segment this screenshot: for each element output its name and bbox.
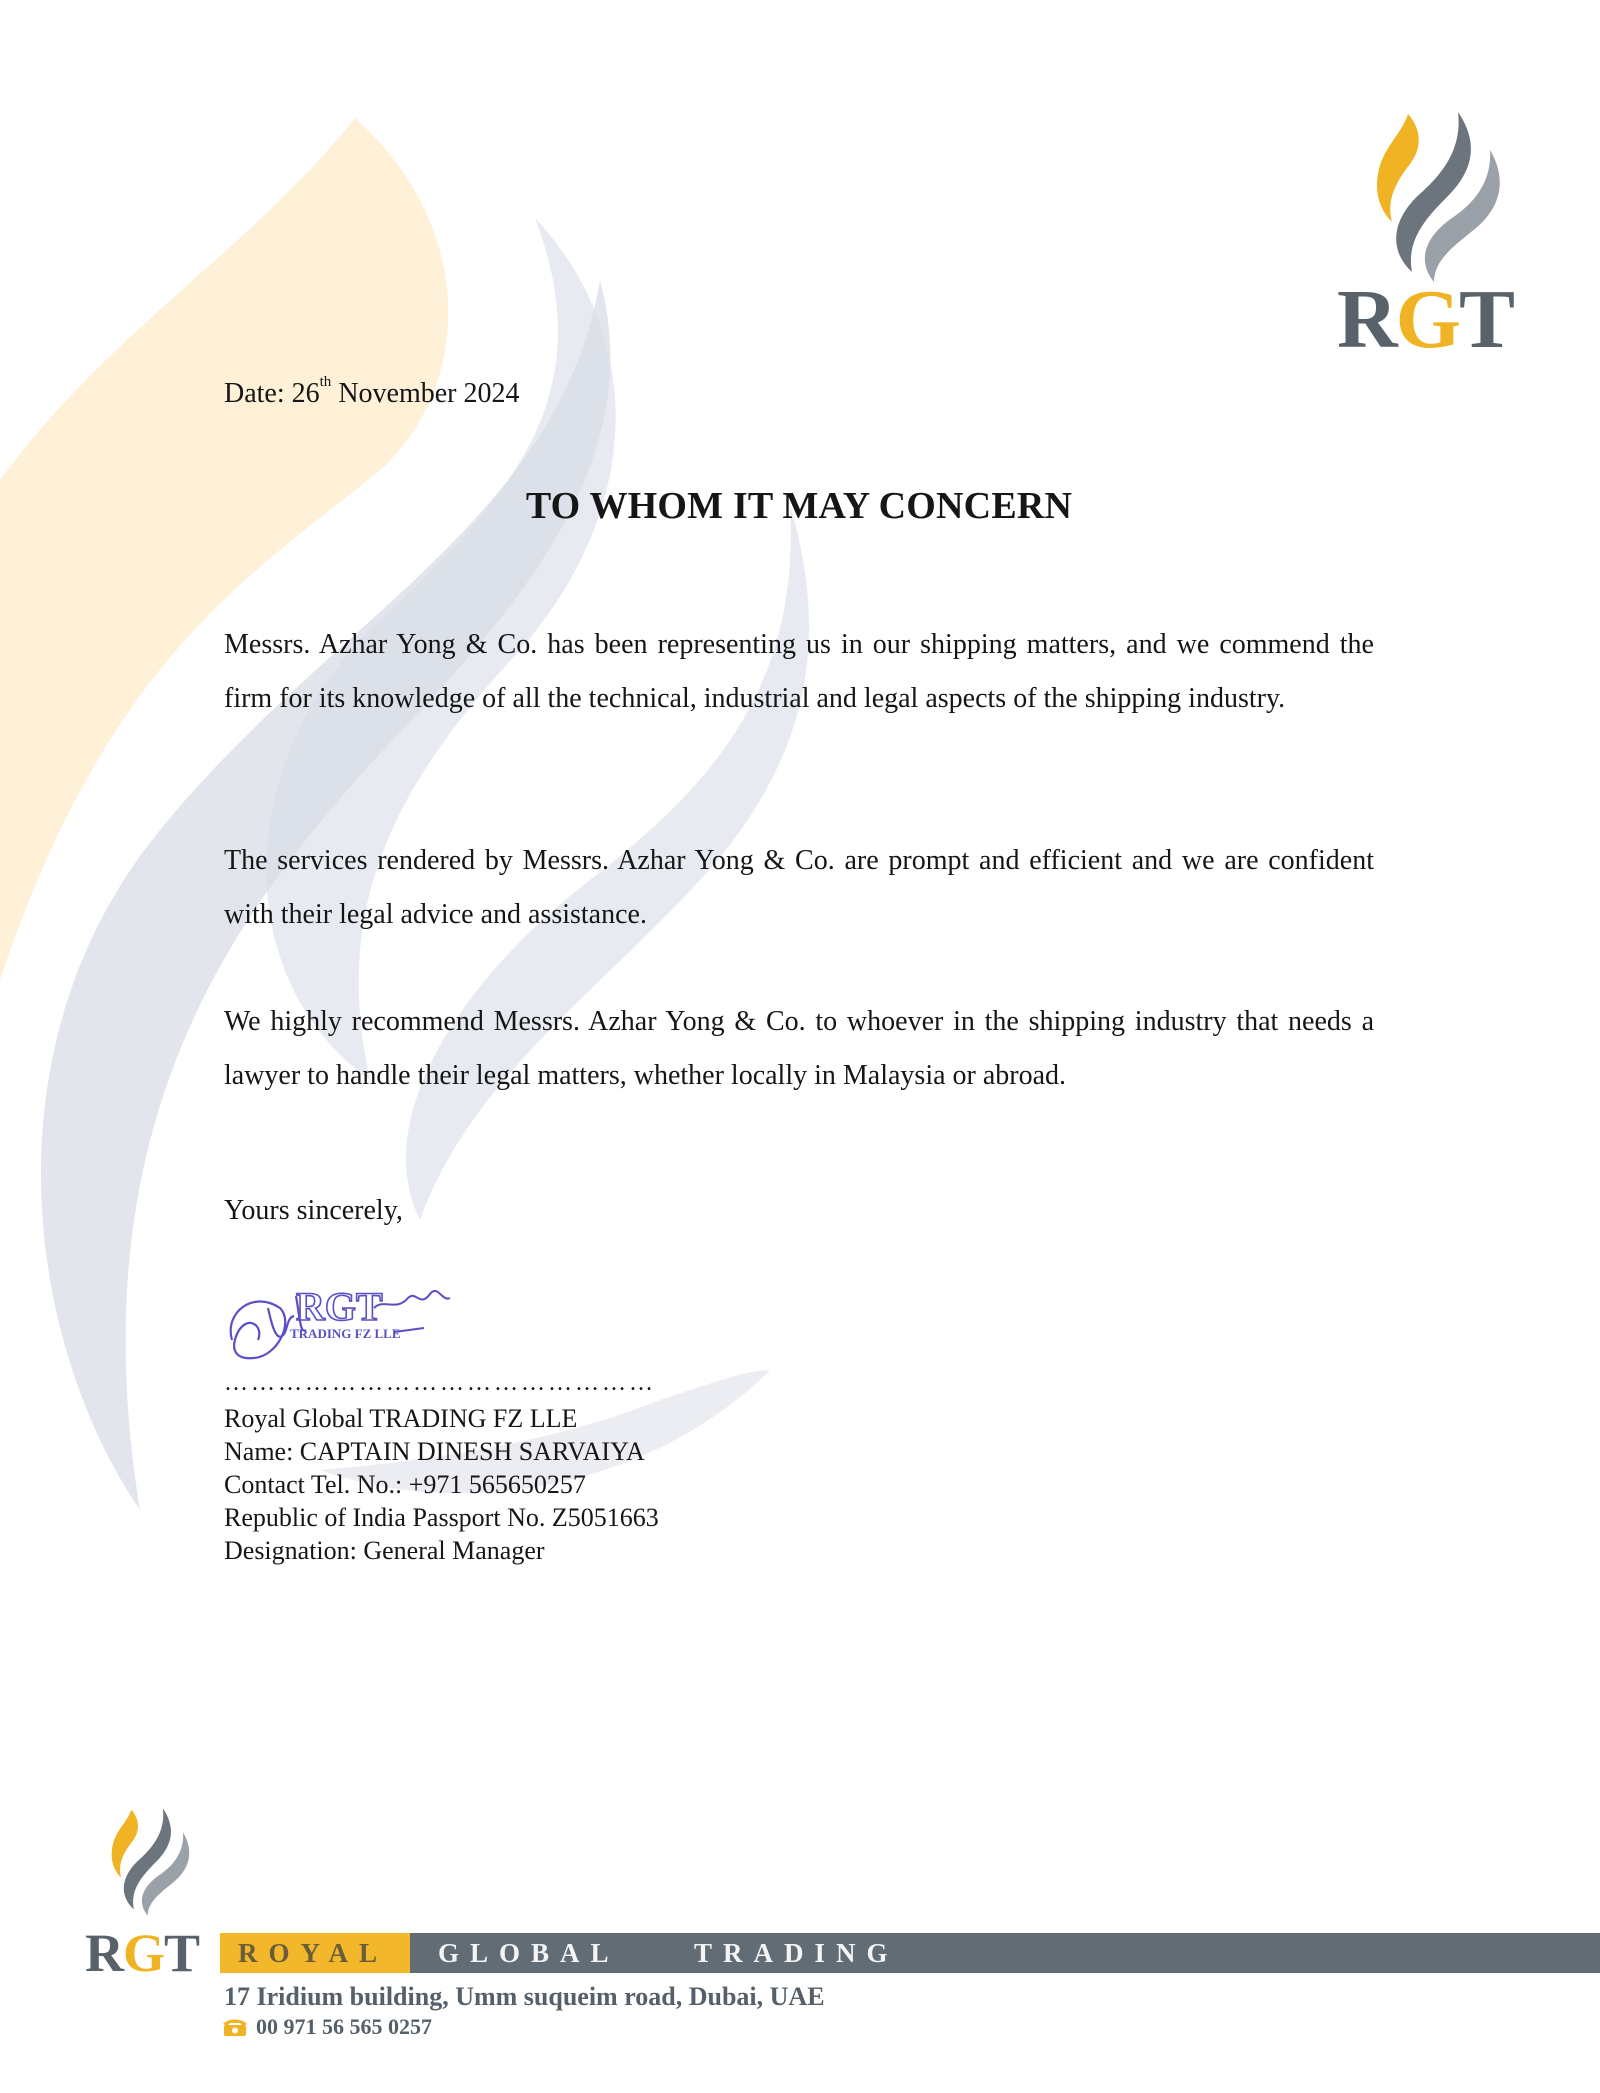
logo-wordmark: RGT: [84, 1923, 200, 1983]
paragraph-1: Messrs. Azhar Yong & Co. has been representing us in our shipping matters, and we commend the firm for its knowledge of all the technical, industrial and legal aspects of the shipping industry.: [224, 629, 1374, 714]
closing-salutation: Yours sincerely,: [224, 1195, 403, 1226]
signatory-name: Name: CAPTAIN DINESH SARVAIYA: [224, 1437, 645, 1466]
svg-text:TRADING FZ LLE: TRADING FZ LLE: [290, 1326, 401, 1341]
svg-text:RGT: RGT: [296, 1284, 383, 1329]
letter-date: Date: 26th November 2024: [224, 374, 520, 409]
phone-icon: [222, 2017, 248, 2037]
signatory-designation: Designation: General Manager: [224, 1536, 545, 1565]
paragraph-3: We highly recommend Messrs. Azhar Yong & Co. to whoever in the shipping industry that needs a lawyer to handle their legal matters, whether locally in Malaysia or abroad.: [224, 1006, 1374, 1091]
company-stamp-signature: [224, 1268, 454, 1378]
letter-title: TO WHOM IT MAY CONCERN: [525, 485, 1073, 527]
signatory-passport: Republic of India Passport No. Z5051663: [224, 1503, 659, 1532]
signatory-company: Royal Global TRADING FZ LLE: [224, 1404, 578, 1433]
rgt-flame-logo-icon: [82, 1798, 202, 1926]
logo-wordmark: RGT: [1336, 273, 1514, 366]
footer-banner: [220, 1933, 1600, 1973]
signatory-details: [224, 1402, 659, 1567]
footer-phone: [222, 2014, 432, 2040]
footer-phone-number: 00 971 56 565 0257: [256, 2014, 432, 2039]
signature-line: …………………………………………: [224, 1370, 656, 1396]
banner-trading: TRADING: [694, 1938, 899, 1968]
company-logo-footer: [82, 1798, 202, 1983]
banner-royal-segment: ROYAL: [220, 1933, 410, 1973]
paragraph-2: The services rendered by Messrs. Azhar Yong & Co. are prompt and efficient and we are confident with their legal advice and assistance.: [224, 845, 1374, 930]
footer-address: 17 Iridium building, Umm suqueim road, Dubai, UAE: [224, 1982, 825, 2011]
signatory-contact: Contact Tel. No.: +971 565650257: [224, 1470, 586, 1499]
rgt-flame-logo-icon: [1330, 112, 1520, 282]
company-logo-top: [1330, 112, 1520, 366]
banner-global: GLOBAL: [438, 1938, 620, 1968]
